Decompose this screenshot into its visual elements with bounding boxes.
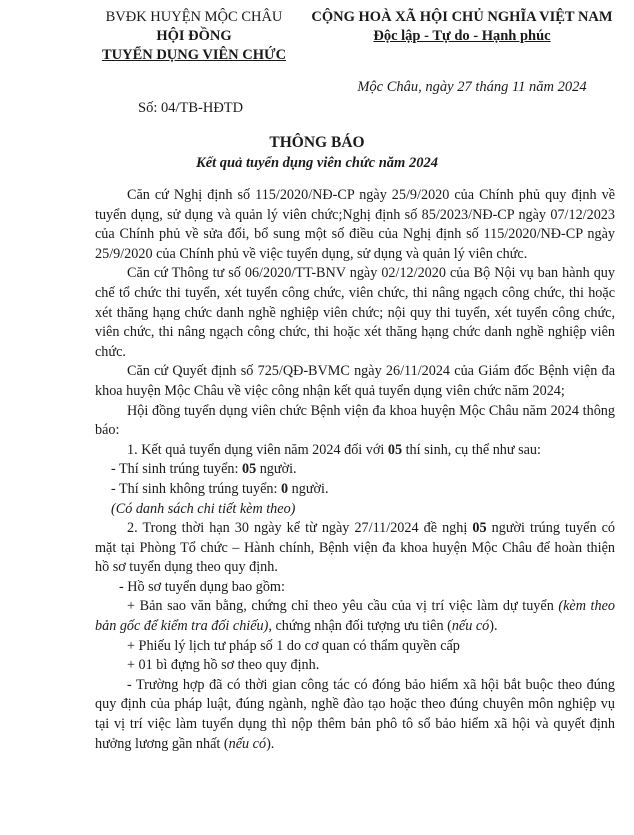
paragraph-insurance: - Trường hợp đã có thời gian công tác có đóng bảo hiểm xã hội bắt buộc theo đúng quy định của pháp luật, đúng ngành, nghề đào tạo hoặc theo đúng chuyên môn nghiệp vụ tại vị trí việc làm tuyển dụng thì nộp thêm bản phô tô sổ bảo hiểm xã hội và quyết định hưởng lương gần nhất (nếu có). <box>95 676 615 752</box>
paragraph-dossier-item-2: + Phiếu lý lịch tư pháp số 1 do cơ quan có thẩm quyền cấp <box>127 637 460 654</box>
paragraph-dossier-heading: - Hồ sơ tuyển dụng bao gồm: <box>119 578 285 595</box>
document-subtitle: Kết quả tuyển dụng viên chức năm 2024 <box>196 155 438 171</box>
council-name-line2: TUYỂN DỤNG VIÊN CHỨC <box>101 47 287 63</box>
document-title: THÔNG BÁO <box>269 134 365 151</box>
paragraph-attached-list: (Có danh sách chi tiết kèm theo) <box>111 500 296 517</box>
header-left <box>70 8 318 65</box>
paragraph-dossier-item-1: + Bản sao văn bằng, chứng chỉ theo yêu cầu của vị trí việc làm dự tuyển (kèm theo bản gốc để kiểm tra đối chiếu), chứng nhận đối tượng ưu tiên (nếu có). <box>95 598 615 635</box>
document-body <box>95 186 615 754</box>
paragraph-deadline: 2. Trong thời hạn 30 ngày kể từ ngày 27/11/2024 đề nghị 05 người trúng tuyển có mặt tại Phòng Tổ chức – Hành chính, Bệnh viện đa khoa huyện Mộc Châu để hoàn thiện hồ sơ tuyển dụng theo quy định. <box>95 520 615 576</box>
paragraph-dossier-item-3: + 01 bì đựng hồ sơ theo quy định. <box>127 657 320 674</box>
national-motto: Độc lập - Tự do - Hạnh phúc <box>373 28 551 44</box>
paragraph-announcement: Hội đồng tuyển dụng viên chức Bệnh viện đa khoa huyện Mộc Châu năm 2024 thông báo: <box>95 402 615 439</box>
paragraph-legal-basis-2: Căn cứ Thông tư số 06/2020/TT-BNV ngày 02/12/2020 của Bộ Nội vụ ban hành quy chế tổ chức thi tuyển, xét tuyển công chức, viên chức, thi nâng ngạch công chức, thi hoặc xét thăng hạng chức danh nghề nghiệp viên chức; nội quy thi tuyển, xét tuyển công chức, viên chức, thi nâng ngạch công chức, thi hoặc xét thăng hạng chức danh nghề nghiệp viên chức. <box>95 265 615 360</box>
date-line: Mộc Châu, ngày 27 tháng 11 năm 2024 <box>357 79 587 95</box>
document-number: Số: 04/TB-HĐTD <box>138 100 244 116</box>
org-name: BVĐK HUYỆN MỘC CHÂU <box>105 9 283 25</box>
paragraph-result: 1. Kết quả tuyển dụng viên năm 2024 đối với 05 thí sinh, cụ thể như sau: <box>127 441 541 458</box>
header-right <box>290 8 634 46</box>
paragraph-legal-basis-3: Căn cứ Quyết định số 725/QĐ-BVMC ngày 26/11/2024 của Giám đốc Bệnh viện đa khoa huyện Mộc Châu về việc công nhận kết quả tuyển dụng viên chức năm 2024; <box>95 363 615 399</box>
council-name-line1: HỘI ĐỒNG <box>156 28 232 44</box>
paragraph-passed: - Thí sinh trúng tuyển: 05 người. <box>111 461 297 478</box>
nation-name: CỘNG HOÀ XÃ HỘI CHỦ NGHĨA VIỆT NAM <box>311 9 613 25</box>
paragraph-legal-basis-1: Căn cứ Nghị định số 115/2020/NĐ-CP ngày 25/9/2020 của Chính phủ quy định về tuyển dụng, sử dụng và quản lý viên chức;Nghị định số 85/2023/NĐ-CP ngày 07/12/2023 của Chính phủ về sửa đổi, bổ sung một số điều của Nghị định số 115/2020/NĐ-CP ngày 25/9/2020 của Chính phủ về việc tuyển dụng, sử dụng và quản lý viên chức. <box>95 187 615 262</box>
paragraph-failed: - Thí sinh không trúng tuyển: 0 người. <box>111 480 329 497</box>
